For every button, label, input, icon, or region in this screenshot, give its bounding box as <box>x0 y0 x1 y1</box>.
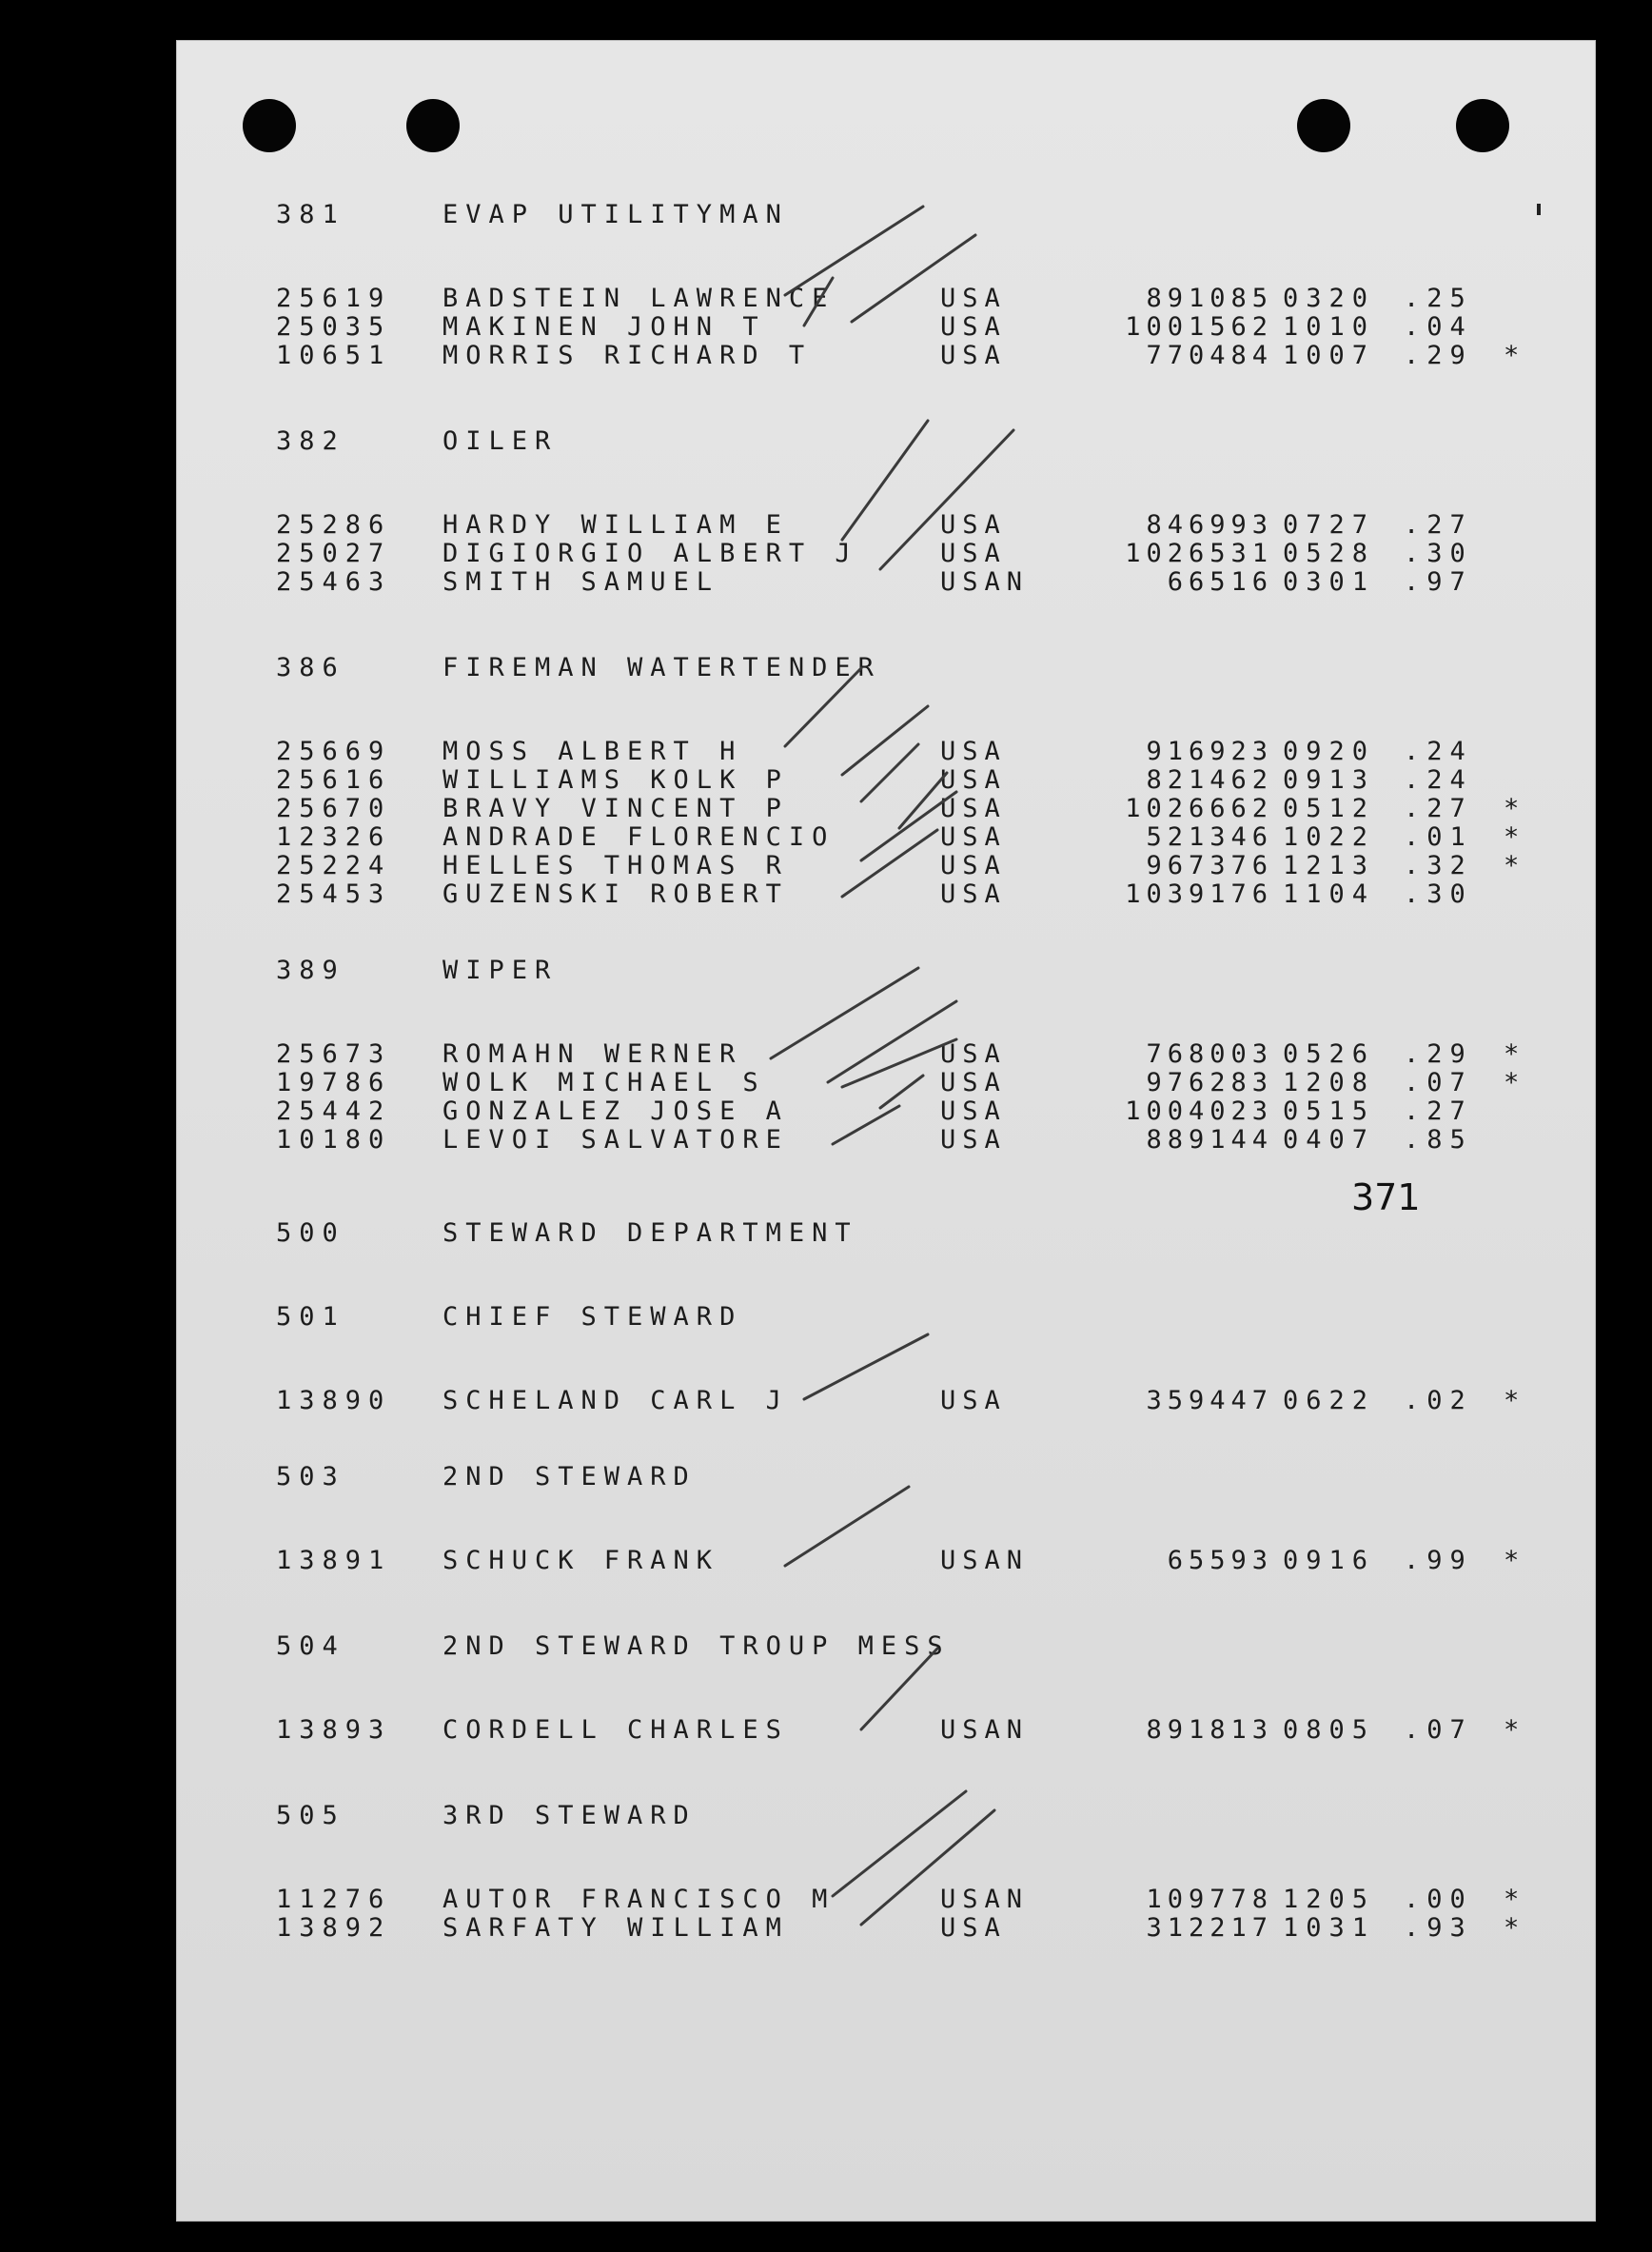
date-code: 0920 <box>1283 737 1376 766</box>
amount: .27 <box>1404 510 1473 540</box>
section-code: 386 <box>276 653 345 682</box>
crew-name: MORRIS RICHARD T <box>442 341 813 370</box>
crew-name: MAKINEN JOHN T <box>442 312 766 342</box>
citizenship: USA <box>940 312 1007 342</box>
amount: .93 <box>1404 1913 1473 1943</box>
citizenship: USA <box>940 1096 1007 1126</box>
crew-name: BRAVY VINCENT P <box>442 794 789 823</box>
reference-number: 521346 <box>1146 822 1273 852</box>
amount: .85 <box>1404 1125 1473 1155</box>
amount: .02 <box>1404 1386 1473 1415</box>
record-number: 25286 <box>276 510 392 540</box>
date-code: 0526 <box>1283 1039 1376 1069</box>
date-code: 1104 <box>1283 879 1376 909</box>
amount: .32 <box>1404 851 1473 880</box>
citizenship: USA <box>940 851 1007 880</box>
crew-name: WOLK MICHAEL S <box>442 1068 766 1097</box>
amount: .01 <box>1404 822 1473 852</box>
crew-name: SARFATY WILLIAM <box>442 1913 789 1943</box>
reference-number: 1001562 <box>1125 312 1273 342</box>
citizenship: USA <box>940 765 1007 795</box>
reference-number: 66516 <box>1167 567 1273 597</box>
reference-number: 770484 <box>1146 341 1273 370</box>
reference-number: 65593 <box>1167 1546 1273 1575</box>
reference-number: 1026662 <box>1125 794 1273 823</box>
amount: .27 <box>1404 1096 1473 1126</box>
date-code: 1213 <box>1283 851 1376 880</box>
asterisk-mark: * <box>1504 822 1527 852</box>
record-number: 25035 <box>276 312 392 342</box>
amount: .97 <box>1404 567 1473 597</box>
amount: .30 <box>1404 879 1473 909</box>
reference-number: 976283 <box>1146 1068 1273 1097</box>
citizenship: USAN <box>940 567 1030 597</box>
record-number: 25224 <box>276 851 392 880</box>
citizenship: USA <box>940 1125 1007 1155</box>
amount: .99 <box>1404 1546 1473 1575</box>
asterisk-mark: * <box>1504 794 1527 823</box>
section-title: STEWARD DEPARTMENT <box>442 1218 858 1248</box>
record-number: 11276 <box>276 1885 392 1914</box>
section-title: WIPER <box>442 956 559 985</box>
record-number: 10651 <box>276 341 392 370</box>
crew-name: ROMAHN WERNER <box>442 1039 743 1069</box>
record-number: 25442 <box>276 1096 392 1126</box>
crew-name: LEVOI SALVATORE <box>442 1125 789 1155</box>
crew-name: BADSTEIN LAWRENCE <box>442 284 836 313</box>
amount: .04 <box>1404 312 1473 342</box>
crew-name: HARDY WILLIAM E <box>442 510 789 540</box>
section-code: 382 <box>276 426 345 456</box>
citizenship: USAN <box>940 1715 1030 1745</box>
citizenship: USA <box>940 879 1007 909</box>
citizenship: USAN <box>940 1885 1030 1914</box>
reference-number: 967376 <box>1146 851 1273 880</box>
reference-number: 846993 <box>1146 510 1273 540</box>
crew-name: WILLIAMS KOLK P <box>442 765 789 795</box>
date-code: 0805 <box>1283 1715 1376 1745</box>
asterisk-mark: * <box>1504 1546 1527 1575</box>
reference-number: 891085 <box>1146 284 1273 313</box>
record-number: 13891 <box>276 1546 392 1575</box>
section-code: 504 <box>276 1631 345 1661</box>
asterisk-mark: * <box>1504 1715 1527 1745</box>
section-title: EVAP UTILITYMAN <box>442 200 789 229</box>
reference-number: 312217 <box>1146 1913 1273 1943</box>
amount: .29 <box>1404 1039 1473 1069</box>
amount: .07 <box>1404 1715 1473 1745</box>
crew-name: SMITH SAMUEL <box>442 567 720 597</box>
date-code: 0407 <box>1283 1125 1376 1155</box>
reference-number: 1026531 <box>1125 539 1273 568</box>
reference-number: 916923 <box>1146 737 1273 766</box>
date-code: 0320 <box>1283 284 1376 313</box>
crew-name: ANDRADE FLORENCIO <box>442 822 836 852</box>
asterisk-mark: * <box>1504 1913 1527 1943</box>
citizenship: USA <box>940 510 1007 540</box>
record-number: 13893 <box>276 1715 392 1745</box>
section-title: 2ND STEWARD <box>442 1462 697 1491</box>
record-number: 10180 <box>276 1125 392 1155</box>
date-code: 0622 <box>1283 1386 1376 1415</box>
section-code: 503 <box>276 1462 345 1491</box>
citizenship: USA <box>940 1068 1007 1097</box>
citizenship: USA <box>940 539 1007 568</box>
citizenship: USA <box>940 341 1007 370</box>
crew-name: DIGIORGIO ALBERT J <box>442 539 858 568</box>
date-code: 1208 <box>1283 1068 1376 1097</box>
reference-number: 359447 <box>1146 1386 1273 1415</box>
section-code: 389 <box>276 956 345 985</box>
citizenship: USA <box>940 1386 1007 1415</box>
asterisk-mark: * <box>1504 1039 1527 1069</box>
asterisk-mark: * <box>1504 1386 1527 1415</box>
record-number: 25619 <box>276 284 392 313</box>
record-number: 13892 <box>276 1913 392 1943</box>
record-number: 25670 <box>276 794 392 823</box>
reference-number: 1004023 <box>1125 1096 1273 1126</box>
citizenship: USA <box>940 284 1007 313</box>
record-number: 13890 <box>276 1386 392 1415</box>
document-page <box>176 40 1596 2222</box>
amount: .27 <box>1404 794 1473 823</box>
date-code: 0515 <box>1283 1096 1376 1126</box>
handwritten-checkmarks <box>176 40 1596 2222</box>
reference-number: 1039176 <box>1125 879 1273 909</box>
record-number: 25616 <box>276 765 392 795</box>
citizenship: USA <box>940 737 1007 766</box>
amount: .24 <box>1404 737 1473 766</box>
citizenship: USAN <box>940 1546 1030 1575</box>
date-code: 1205 <box>1283 1885 1376 1914</box>
record-number: 25027 <box>276 539 392 568</box>
date-code: 0301 <box>1283 567 1376 597</box>
crew-name: HELLES THOMAS R <box>442 851 789 880</box>
amount: .24 <box>1404 765 1473 795</box>
crew-name: AUTOR FRANCISCO M <box>442 1885 836 1914</box>
section-title: OILER <box>442 426 559 456</box>
crew-name: SCHUCK FRANK <box>442 1546 720 1575</box>
asterisk-mark: * <box>1504 1885 1527 1914</box>
reference-number: 821462 <box>1146 765 1273 795</box>
record-number: 25669 <box>276 737 392 766</box>
date-code: 1007 <box>1283 341 1376 370</box>
record-number: 19786 <box>276 1068 392 1097</box>
date-code: 0512 <box>1283 794 1376 823</box>
citizenship: USA <box>940 794 1007 823</box>
asterisk-mark: * <box>1504 1068 1527 1097</box>
crew-name: CORDELL CHARLES <box>442 1715 789 1745</box>
reference-number: 891813 <box>1146 1715 1273 1745</box>
citizenship: USA <box>940 1913 1007 1943</box>
date-code: 1010 <box>1283 312 1376 342</box>
amount: .29 <box>1404 341 1473 370</box>
date-code: 1031 <box>1283 1913 1376 1943</box>
date-code: 0727 <box>1283 510 1376 540</box>
record-number: 25453 <box>276 879 392 909</box>
amount: .25 <box>1404 284 1473 313</box>
citizenship: USA <box>940 822 1007 852</box>
section-title: CHIEF STEWARD <box>442 1302 743 1332</box>
amount: .07 <box>1404 1068 1473 1097</box>
crew-name: SCHELAND CARL J <box>442 1386 789 1415</box>
citizenship: USA <box>940 1039 1007 1069</box>
crew-name: MOSS ALBERT H <box>442 737 743 766</box>
reference-number: 768003 <box>1146 1039 1273 1069</box>
section-title: FIREMAN WATERTENDER <box>442 653 881 682</box>
date-code: 1022 <box>1283 822 1376 852</box>
section-code: 500 <box>276 1218 345 1248</box>
reference-number: 109778 <box>1146 1885 1273 1914</box>
stamped-number: 371 <box>1351 1176 1421 1218</box>
record-number: 25673 <box>276 1039 392 1069</box>
reference-number: 889144 <box>1146 1125 1273 1155</box>
asterisk-mark: * <box>1504 341 1527 370</box>
record-number: 25463 <box>276 567 392 597</box>
date-code: 0528 <box>1283 539 1376 568</box>
crew-name: GUZENSKI ROBERT <box>442 879 789 909</box>
section-code: 501 <box>276 1302 345 1332</box>
date-code: 0913 <box>1283 765 1376 795</box>
amount: .00 <box>1404 1885 1473 1914</box>
amount: .30 <box>1404 539 1473 568</box>
asterisk-mark: * <box>1504 851 1527 880</box>
section-title: 2ND STEWARD TROUP MESS <box>442 1631 951 1661</box>
section-code: 505 <box>276 1801 345 1830</box>
section-code: 381 <box>276 200 345 229</box>
date-code: 0916 <box>1283 1546 1376 1575</box>
crew-name: GONZALEZ JOSE A <box>442 1096 789 1126</box>
record-number: 12326 <box>276 822 392 852</box>
section-title: 3RD STEWARD <box>442 1801 697 1830</box>
